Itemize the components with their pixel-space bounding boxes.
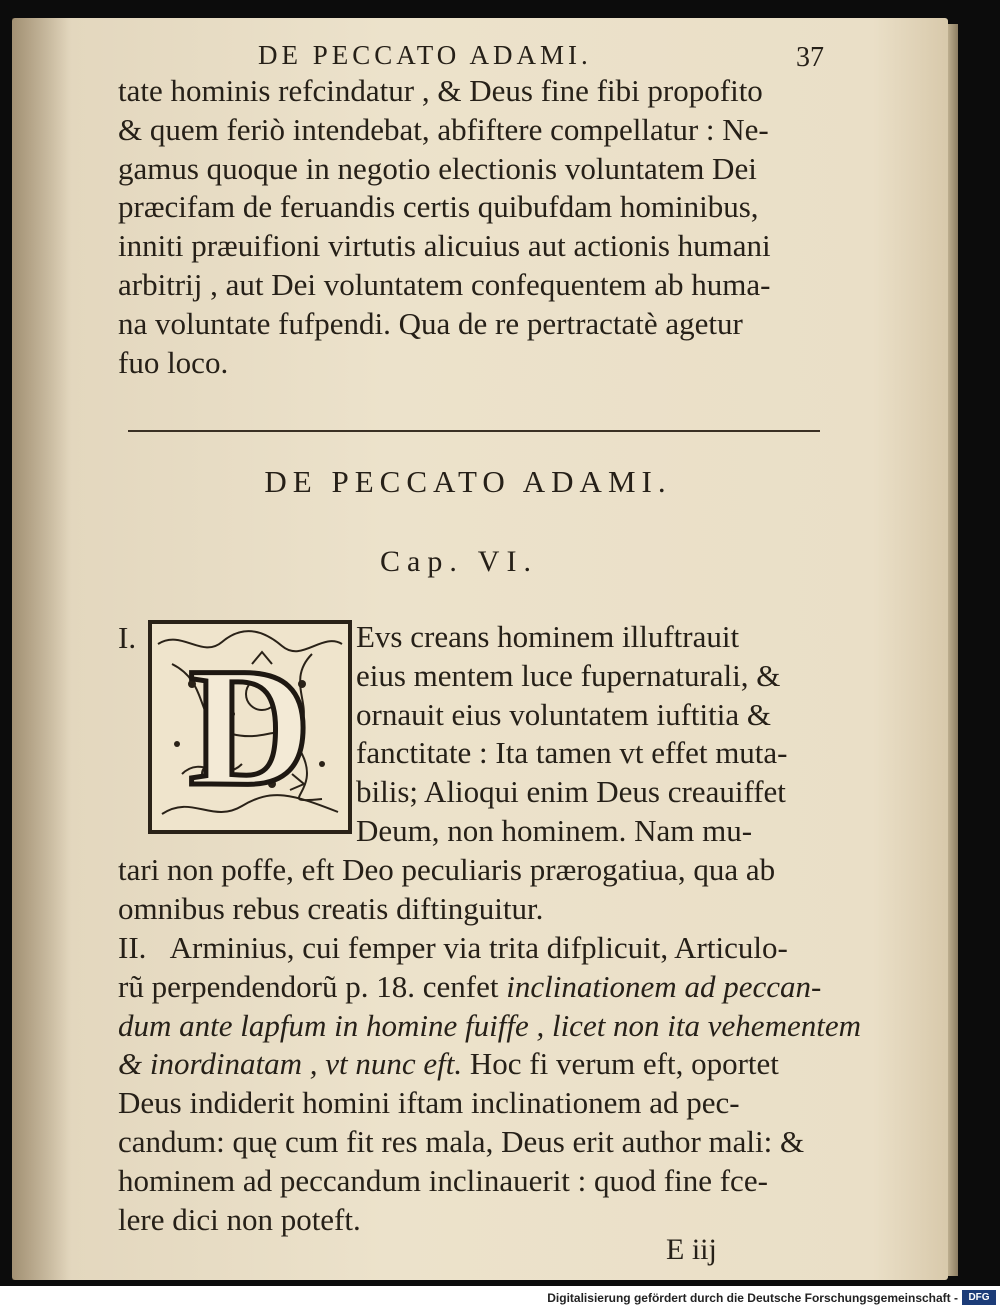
text-line: tari non poffe, eft Deo peculiaris prærogatiua, qua ab (118, 852, 776, 887)
text-line: tate hominis refcindatur , & Deus fine fibi propofito (118, 73, 763, 108)
dfg-logo-icon: DFG (962, 1290, 996, 1305)
section-2-first-line (118, 929, 861, 968)
text-line: hominem ad peccandum inclinauerit : quod fine fce- (118, 1162, 768, 1198)
text-run: rũ perpendendorũ p. 18. cenfet (118, 968, 507, 1004)
text-line: lere dici non poteft. (118, 1201, 361, 1237)
italic-quote: dum ante lapfum in homine fuiffe , licet non ita vehementem (118, 1007, 861, 1043)
top-paragraph (118, 72, 771, 382)
chapter-title: DE PECCATO ADAMI. (264, 464, 672, 499)
text-line: arbitrij , aut Dei voluntatem confequentem ab huma- (118, 266, 771, 302)
text-line: præcifam de feruandis certis quibufdam hominibus, (118, 189, 759, 225)
section-1-beside-initial (356, 618, 788, 851)
text-line: gamus quoque in negotio electionis voluntatem Dei (118, 150, 757, 186)
text-line: na voluntate fufpendi. Qua de re pertractatè agetur (118, 305, 743, 341)
section-2 (118, 929, 861, 1239)
text-line (118, 1007, 861, 1046)
running-head: DE PECCATO ADAMI. (258, 40, 592, 70)
text-line: Deum, non hominem. Nam mu- (356, 812, 753, 848)
footer-bar (0, 1286, 1000, 1311)
text-line: omnibus rebus creatis diftinguitur. (118, 890, 544, 926)
horizontal-rule (128, 430, 820, 432)
ornament-icon (152, 624, 348, 830)
text-line: Deus indiderit homini iftam inclinationem ad pec- (118, 1085, 740, 1121)
text-line (118, 968, 861, 1007)
text-line: ornauit eius voluntatem iuftitia & (356, 696, 771, 732)
gutter-shadow (12, 18, 72, 1280)
chapter-number: Cap. VI. (380, 545, 538, 578)
section-numeral-1: I. (118, 620, 137, 655)
page-number: 37 (796, 42, 824, 73)
italic-quote: & inordinatam , vt nunc eft. (118, 1046, 463, 1082)
text-line: & quem feriò intendebat, abfiftere compellatur : Ne- (118, 111, 769, 147)
initial-letter: D (188, 633, 312, 821)
italic-quote: inclinationem ad peccan- (506, 968, 822, 1004)
text-line: bilis; Alioqui enim Deus creauiffet (356, 774, 786, 810)
page-edge (948, 24, 958, 1276)
text-line: candum: quę cum fit res mala, Deus erit author mali: & (118, 1123, 805, 1159)
text-line: inniti præuifioni virtutis alicuius aut actionis humani (118, 228, 771, 264)
catchword: E iij (666, 1233, 717, 1266)
text-line: fanctitate : Ita tamen vt effet muta- (356, 735, 788, 771)
text-line: fuo loco. (118, 344, 229, 380)
text-run: Hoc fi verum eft, oportet (462, 1046, 779, 1082)
section-1-full-lines (118, 851, 775, 929)
text-line (118, 1045, 861, 1084)
funding-notice: Digitalisierung gefördert durch die Deutsche Forschungsgemeinschaft - (547, 1291, 958, 1305)
text-line: eius mentem luce fupernaturali, & (356, 657, 781, 693)
text-run: Arminius, cui femper via trita difplicuit, Articulo- (169, 930, 788, 965)
decorated-initial (148, 620, 352, 834)
section-numeral-2: II. (118, 930, 147, 965)
text-line: Evs creans hominem illuftrauit (356, 619, 740, 654)
